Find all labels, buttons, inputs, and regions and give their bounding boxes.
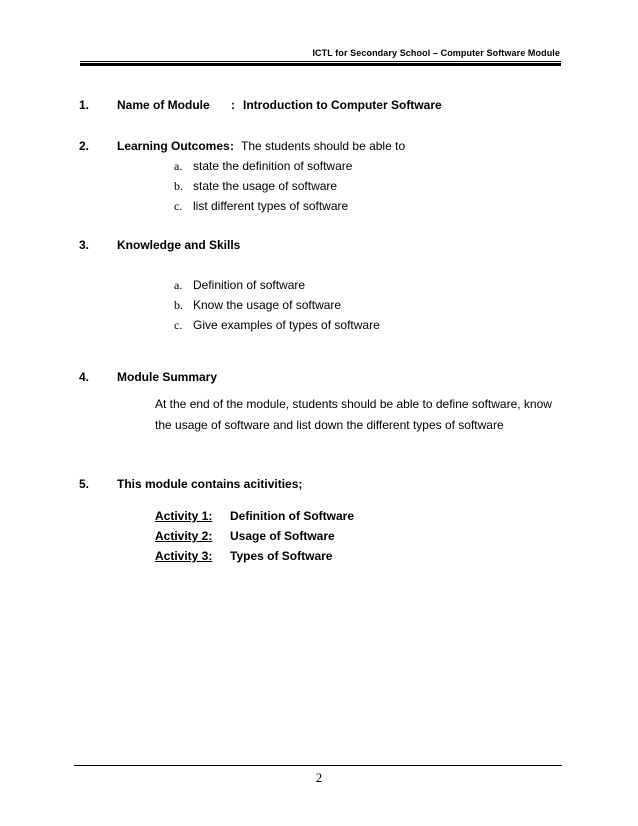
page-number: 2 [315, 770, 323, 785]
skill-marker: c. [174, 318, 183, 332]
activity-label: Activity 1: [155, 509, 213, 523]
skill-marker: a. [174, 278, 183, 292]
section-1-title: Name of Module [117, 98, 210, 112]
outcome-marker: c. [174, 199, 183, 213]
section-2-separator: : [230, 139, 234, 153]
header-rule-thick [80, 63, 561, 66]
section-2-number: 2. [79, 139, 90, 153]
section-1-separator: : [231, 98, 235, 112]
section-2-intro: The students should be able to [241, 139, 406, 153]
skill-marker: b. [174, 298, 183, 312]
skill-item: Definition of software [193, 278, 306, 292]
section-5-title: This module contains acitivities; [117, 477, 303, 491]
outcome-item: state the definition of software [193, 159, 353, 173]
section-3-number: 3. [79, 238, 90, 252]
running-header: ICTL for Secondary School – Computer Software Module [312, 48, 560, 58]
activity-label: Activity 2: [155, 529, 213, 543]
outcome-marker: b. [174, 179, 183, 193]
skill-item: Give examples of types of software [193, 318, 380, 332]
outcome-item: list different types of software [193, 199, 349, 213]
activity-label: Activity 3: [155, 549, 213, 563]
activity-title: Definition of Software [230, 509, 354, 523]
section-3-title: Knowledge and Skills [117, 238, 241, 252]
section-4-title: Module Summary [117, 370, 218, 384]
section-1-value: Introduction to Computer Software [243, 98, 442, 112]
section-2-title: Learning Outcomes [117, 139, 230, 153]
header-rule-thin [80, 61, 561, 62]
activity-title: Types of Software [230, 549, 333, 563]
section-1-number: 1. [79, 98, 90, 112]
skill-item: Know the usage of software [193, 298, 342, 312]
module-summary-paragraph: At the end of the module, students should be able to define software, know the usage of software and list down the different types of software [155, 397, 552, 432]
section-5-number: 5. [79, 477, 90, 491]
activity-title: Usage of Software [230, 529, 335, 543]
footer-rule [74, 765, 562, 766]
outcome-marker: a. [174, 159, 183, 173]
section-4-number: 4. [79, 370, 90, 384]
outcome-item: state the usage of software [193, 179, 338, 193]
